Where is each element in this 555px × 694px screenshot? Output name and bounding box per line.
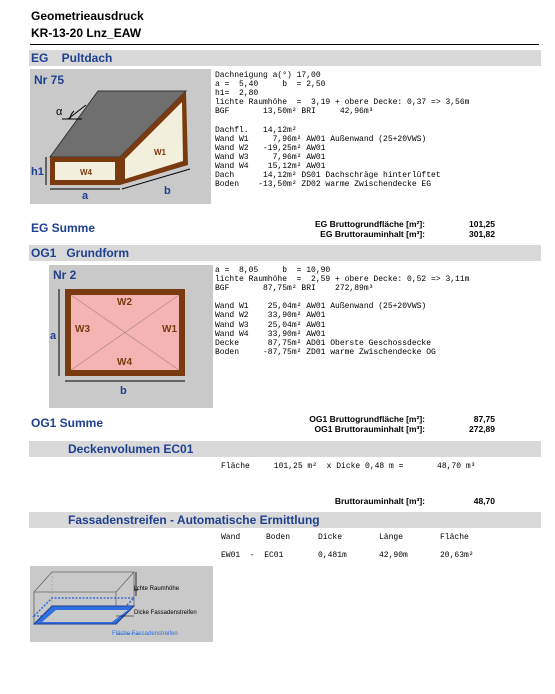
- fassade-col-laenge: Länge: [379, 533, 404, 542]
- w4-label: W4: [80, 168, 92, 177]
- grundform-sketch: [49, 265, 213, 408]
- h1-label: h1: [31, 166, 44, 178]
- eg-summe-label: EG Summe: [31, 221, 96, 235]
- fassade-col-boden: Boden: [266, 533, 291, 542]
- fassade-col-flaeche: Fläche: [440, 533, 469, 542]
- eg-detail-line: Wand W3 7,96m² AW01: [215, 152, 326, 162]
- eg-bri-value: 301,82: [469, 229, 495, 239]
- fassade-row-wand-boden: EW01 - EC01: [221, 551, 284, 560]
- og-b-label: b: [120, 385, 127, 397]
- og-detail-line: [215, 293, 469, 302]
- eg-detail-line: Dachneigung a(°) 17,00: [215, 71, 321, 80]
- label-dicke-fassadenstreifen: Dicke Fassadenstreifen: [134, 610, 197, 616]
- og-detail-line: Wand W4 33,90m² AW01: [215, 329, 326, 339]
- og-detail-line: Decke 87,75m² AD01 Oberste Geschossdecke: [215, 338, 432, 348]
- deckenvolumen-brutto-label-wrap: [250, 496, 425, 508]
- og-w1-label: W1: [162, 324, 177, 335]
- eg-detail-line: Wand W1 7,96m² AW01 Außenwand (25+20VWS): [215, 134, 427, 144]
- document-subtitle: KR-13-20 Lnz_EAW: [31, 26, 142, 40]
- eg-detail-line: [215, 116, 469, 125]
- alpha-label: α: [56, 106, 63, 118]
- eg-section-band: [29, 50, 541, 66]
- deckenvolumen-line: Fläche 101,25 m² x Dicke 0,48 m = 48,70 m³: [221, 462, 476, 471]
- fassade-row-laenge: 42,90m: [379, 551, 408, 560]
- label-lichte-raumhoehe: lichte Raumhöhe: [134, 586, 180, 592]
- eg-bgf-value: 101,25: [469, 219, 495, 229]
- og-nr-label: Nr 2: [53, 268, 77, 282]
- b-label: b: [164, 185, 171, 197]
- og-a-label: a: [50, 330, 57, 342]
- eg-section-title: EG Pultdach: [31, 51, 113, 65]
- eg-totals-labels: [250, 219, 425, 241]
- og-w2-label: W2: [117, 297, 132, 308]
- deckenvolumen-brutto-label: Bruttorauminhalt [m³]:: [334, 496, 425, 506]
- eg-detail-line: Dachfl. 14,12m²: [215, 125, 297, 135]
- og-detail-line: Boden -87,75m² ZD01 warme Zwischendecke OG: [215, 347, 436, 357]
- og-totals-labels: [250, 414, 425, 436]
- label-flaeche-fassadenstreifen: Fläche Fassadenstreifen: [112, 631, 178, 637]
- document-title: Geometrieausdruck: [31, 9, 144, 23]
- eg-detail-line: Wand W2 -19,25m² AW01: [215, 143, 326, 153]
- deckenvolumen-band: [29, 441, 541, 457]
- fassade-row-dicke: 0,481m: [318, 551, 347, 560]
- og-summe-label: OG1 Summe: [31, 416, 104, 430]
- fassade-col-dicke: Dicke: [318, 533, 343, 542]
- og-detail-line: Wand W1 25,04m² AW01 Außenwand (25+20VWS): [215, 302, 427, 312]
- eg-bgf-label: EG Bruttogrundfläche [m²]:: [314, 219, 425, 229]
- deckenvolumen-title: Deckenvolumen EC01: [68, 442, 194, 456]
- og-bgf-label: OG1 Bruttogrundfläche [m²]:: [309, 414, 425, 424]
- og-section-title: OG1 Grundform: [31, 246, 130, 260]
- og-bri-value: 272,89: [469, 424, 495, 434]
- og-detail-line: lichte Raumhöhe = 2,59 + obere Decke: 0,52 => 3,11m: [215, 275, 470, 285]
- eg-detail-line: lichte Raumhöhe = 3,19 + obere Decke: 0,37 => 3,56m: [215, 98, 470, 108]
- og-detail-lines: [215, 266, 469, 357]
- og-detail-line: BGF 87,75m² BRI 272,89m³: [215, 284, 374, 294]
- fassade-diagram: [30, 566, 213, 642]
- og-detail-line: Wand W2 33,90m² AW01: [215, 311, 326, 321]
- eg-detail-line: Wand W4 15,12m² AW01: [215, 161, 326, 171]
- og-w4-label: W4: [117, 357, 132, 368]
- a-label: a: [82, 190, 89, 202]
- og-w3-label: W3: [75, 324, 90, 335]
- og-totals-values: [440, 414, 495, 436]
- eg-detail-line: BGF 13,50m² BRI 42,96m³: [215, 107, 374, 117]
- og-detail-line: a = 8,05 b = 10,90: [215, 266, 331, 275]
- eg-detail-line: Boden -13,50m² ZD02 warme Zwischendecke EG: [215, 180, 432, 190]
- eg-bri-label: EG Bruttorauminhalt [m³]:: [320, 229, 425, 239]
- fassade-title: Fassadenstreifen - Automatische Ermittlung: [68, 513, 320, 527]
- deckenvolumen-brutto-value: 48,70: [473, 496, 495, 506]
- w1-label: W1: [154, 148, 166, 157]
- og-bri-label: OG1 Bruttorauminhalt [m³]:: [314, 424, 425, 434]
- pultdach-sketch: [30, 69, 211, 204]
- eg-totals-values: [440, 219, 495, 241]
- fassade-band: [29, 512, 541, 528]
- eg-detail-line: h1= 2,80: [215, 89, 259, 99]
- eg-nr-label: Nr 75: [34, 73, 65, 87]
- eg-detail-line: a = 5,40 b = 2,50: [215, 80, 326, 90]
- deckenvolumen-brutto-value-wrap: [440, 496, 495, 508]
- og-bgf-value: 87,75: [473, 414, 495, 424]
- eg-detail-line: Dach 14,12m² DS01 Dachschräge hinterlüftet: [215, 171, 441, 181]
- og-section-band: [29, 245, 541, 261]
- og-detail-line: Wand W3 25,04m² AW01: [215, 320, 326, 330]
- header-divider: [30, 44, 539, 45]
- eg-diagram: [30, 69, 211, 204]
- fassade-row-flaeche: 20,63m²: [440, 551, 474, 560]
- og-diagram: [49, 265, 213, 408]
- eg-detail-lines: [215, 71, 469, 189]
- fassade-col-wand: Wand: [221, 533, 241, 542]
